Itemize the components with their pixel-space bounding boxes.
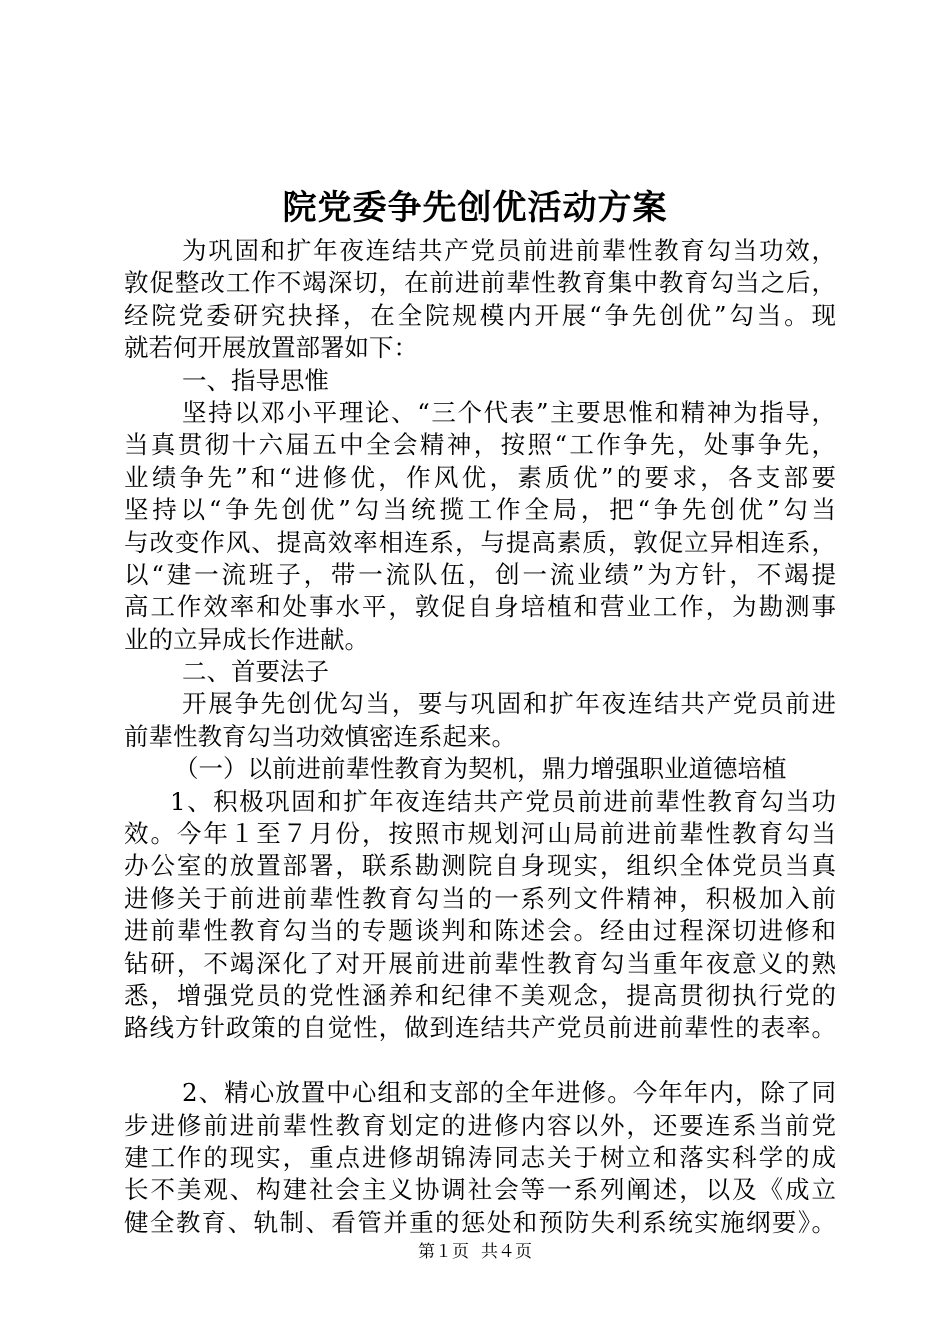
text-line: 敦促整改工作不竭深切，在前进前辈性教育集中教育勾当之后， bbox=[124, 268, 836, 298]
text-line: 健全教育、轨制、看管并重的惩处和预防失利系统实施纲要》。 bbox=[124, 1207, 836, 1237]
text-line: 开展争先创优勾当，要与巩固和扩年夜连结共产党员前进 bbox=[182, 689, 836, 719]
text-line bbox=[124, 1045, 836, 1077]
text-line: 步进修前进前辈性教育划定的进修内容以外，还要连系当前党 bbox=[124, 1110, 836, 1140]
text-line: 前辈性教育勾当功效慎密连系起来。 bbox=[124, 721, 516, 751]
text-line: 2、精心放置中心组和支部的全年进修。今年年内，除了同 bbox=[182, 1078, 836, 1108]
page-footer bbox=[0, 1240, 950, 1264]
text-line: 建工作的现实，重点进修胡锦涛同志关于树立和落实科学的成 bbox=[124, 1142, 836, 1172]
text-line: 钻研，不竭深化了对开展前进前辈性教育勾当重年夜意义的熟 bbox=[124, 948, 836, 978]
text-line: 就若何开展放置部署如下： bbox=[124, 333, 418, 363]
text-line: 与改变作风、提高效率相连系，与提高素质，敦促立异相连系， bbox=[124, 527, 836, 557]
text-line: 以“建一流班子，带一流队伍，创一流业绩”为方针，不竭提 bbox=[124, 559, 836, 589]
text-line: 长不美观、构建社会主义协调社会等一系列阐述，以及《成立 bbox=[124, 1175, 836, 1205]
text-line: （一）以前进前辈性教育为契机，鼎力增强职业道德培植 bbox=[174, 754, 787, 784]
text-line: 坚持以邓小平理论、“三个代表”主要思惟和精神为指导， bbox=[182, 397, 836, 427]
document-body bbox=[124, 235, 836, 1239]
page-total: 共４页 bbox=[481, 1242, 532, 1262]
page-number: 第１页 bbox=[418, 1242, 469, 1262]
text-line: 经院党委研究抉择，在全院规模内开展“争先创优”勾当。现 bbox=[124, 300, 836, 330]
text-line: 进修关于前进前辈性教育勾当的一系列文件精神，积极加入前 bbox=[124, 883, 836, 913]
text-line: 一、指导思惟 bbox=[182, 365, 329, 395]
text-line: 1、积极巩固和扩年夜连结共产党员前进前辈性教育勾当功 bbox=[170, 786, 836, 816]
text-line: 当真贯彻十六届五中全会精神，按照“工作争先，处事争先， bbox=[124, 430, 836, 460]
text-line: 悉，增强党员的党性涵养和纪律不美观念，提高贯彻执行党的 bbox=[124, 980, 836, 1010]
text-line: 进前辈性教育勾当的专题谈判和陈述会。经由过程深切进修和 bbox=[124, 916, 836, 946]
text-line: 二、首要法子 bbox=[182, 657, 329, 687]
text-line: 业的立异成长作进献。 bbox=[124, 624, 369, 654]
text-line: 办公室的放置部署，联系勘测院自身现实，组织全体党员当真 bbox=[124, 851, 836, 881]
text-line: 为巩固和扩年夜连结共产党员前进前辈性教育勾当功效， bbox=[182, 236, 836, 265]
text-line: 业绩争先”和“进修优，作风优，素质优”的要求，各支部要 bbox=[124, 462, 836, 492]
text-line: 路线方针政策的自觉性，做到连结共产党员前进前辈性的表率。 bbox=[124, 1013, 836, 1043]
text-line: 坚持以“争先创优”勾当统揽工作全局，把“争先创优”勾当 bbox=[124, 495, 836, 525]
text-line: 效。今年１至７月份，按照市规划河山局前进前辈性教育勾当 bbox=[124, 819, 836, 849]
text-line: 高工作效率和处事水平，敦促自身培植和营业工作，为勘测事 bbox=[124, 592, 836, 622]
document-title: 院党委争先创优活动方案 bbox=[282, 188, 668, 228]
